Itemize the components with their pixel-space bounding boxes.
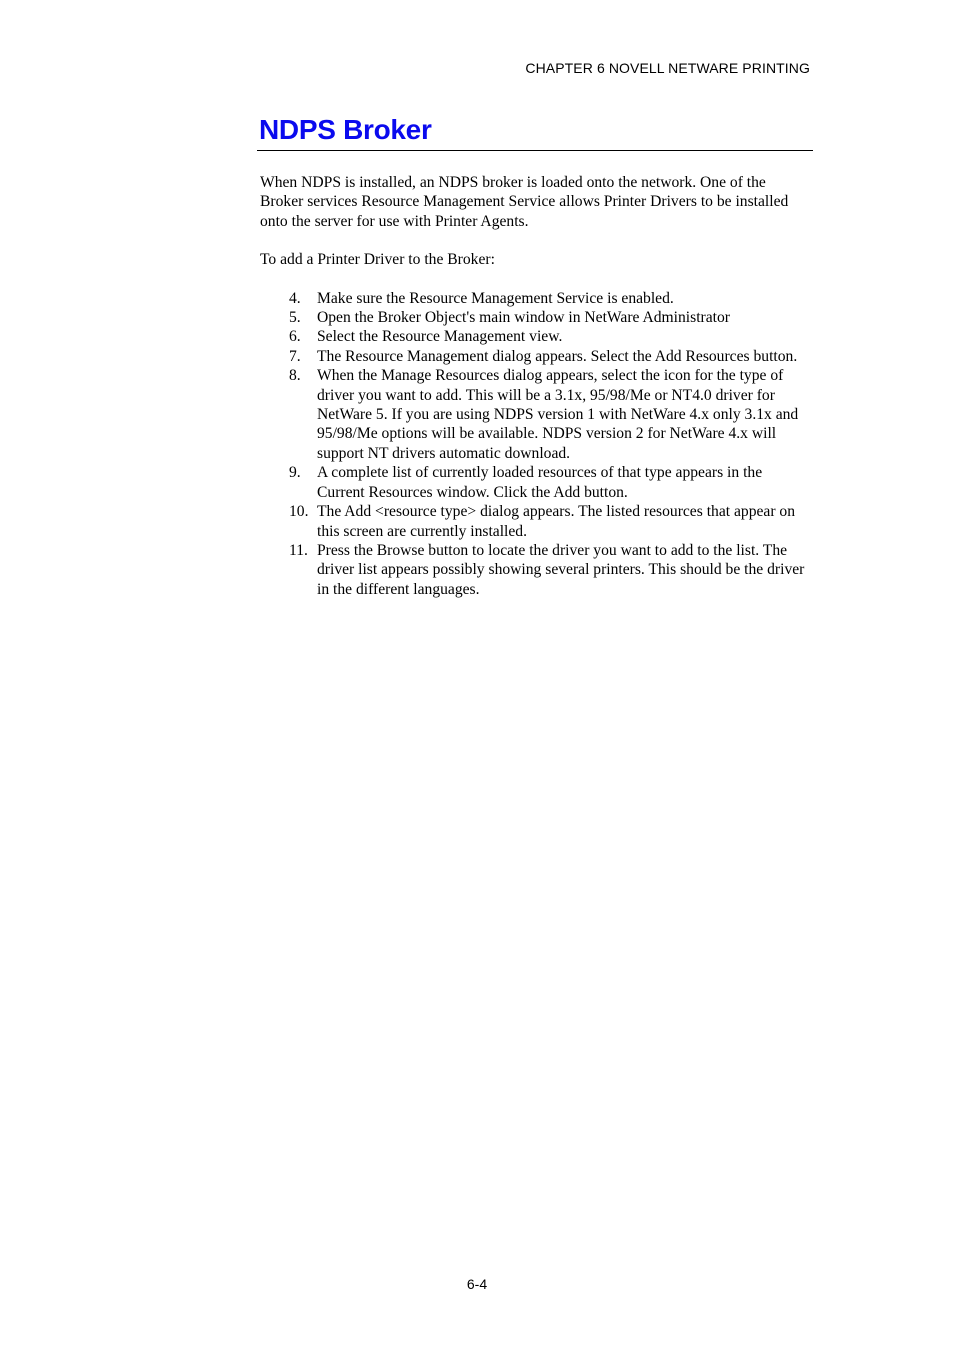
page-title: NDPS Broker (259, 114, 432, 145)
intro-paragraph: When NDPS is installed, an NDPS broker is loaded onto the network. One of the Broker services Resource Management Service allows Printer Drivers to be installed onto the server for use with Printer Agents. (260, 174, 789, 230)
list-item (260, 541, 812, 599)
step-text: The Resource Management dialog appears. Select the Add Resources button. (317, 347, 798, 365)
list-item (260, 502, 812, 541)
step-text: The Add <resource type> dialog appears. The listed resources that appear on this screen are currently installed. (317, 503, 796, 540)
list-item (260, 347, 812, 366)
list-item (260, 327, 812, 346)
body-content (260, 173, 812, 599)
list-item (260, 463, 812, 502)
step-number: 10. (289, 503, 309, 521)
step-text: Make sure the Resource Management Service is enabled. (317, 289, 674, 307)
step-number: 5. (289, 309, 301, 327)
list-item (260, 289, 812, 308)
list-item (260, 366, 812, 463)
running-header: CHAPTER 6 NOVELL NETWARE PRINTING (525, 60, 810, 76)
step-number: 6. (289, 328, 301, 346)
step-text: Open the Broker Object's main window in NetWare Administrator (317, 309, 730, 327)
step-number: 4. (289, 289, 301, 307)
step-text: Press the Browse button to locate the driver you want to add to the list. The driver list appears possibly showing several printers. This should be the driver in the different languages. (317, 541, 805, 598)
step-number: 11. (289, 541, 308, 559)
title-rule (257, 150, 813, 151)
step-number: 8. (289, 367, 301, 385)
list-item (260, 308, 812, 327)
step-text: When the Manage Resources dialog appears, select the icon for the type of driver you want to add. This will be a 3.1x, 95/98/Me or NT4.0 driver for NetWare 5. If you are using NDPS version 1 with NetWare 4.x only 3.1x and 95/98/Me options will be available. NDPS version 2 for NetWare 4.x will support NT drivers automatic download. (317, 367, 799, 462)
lead-paragraph: To add a Printer Driver to the Broker: (260, 251, 495, 269)
step-number: 7. (289, 347, 301, 365)
page-number: 6-4 (466, 1276, 488, 1292)
step-number: 9. (289, 464, 301, 482)
steps-list (260, 289, 812, 600)
step-text: Select the Resource Management view. (317, 328, 563, 346)
step-text: A complete list of currently loaded resources of that type appears in the Current Resources window. Click the Add button. (317, 464, 763, 501)
